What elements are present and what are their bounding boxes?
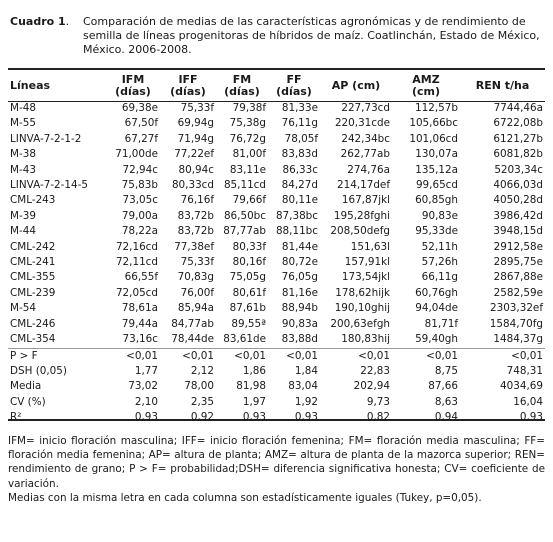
table-cell: 57,26h [421,256,458,269]
table-cell: 72,05cd [115,286,158,299]
table-cell: 85,11cd [223,179,266,192]
table-cell: 80,72e [281,256,318,269]
row-label: CML-354 [10,333,56,346]
table-cell: 0,93 [294,411,318,424]
table-cell: 5203,34c [494,163,543,176]
table-cell: 1484,37g [493,333,543,346]
table-cell: 195,28fghi [333,209,390,222]
table-row [8,147,545,162]
table-cell: 99,65cd [415,179,458,192]
table-cell: 87,77ab [223,225,266,238]
table-cell: 4066,03d [493,179,543,192]
table-row [8,101,545,116]
table-row [8,116,545,131]
table-cell: 94,04de [415,302,458,315]
table-cell: 77,38ef [174,240,214,253]
column-header: FF (días) [276,72,312,98]
row-label: M-38 [10,148,36,161]
table-cell: 178,62hijk [335,286,390,299]
row-label: CML-242 [10,240,56,253]
table-row [8,270,545,285]
table-cell: 83,11e [229,163,266,176]
table-cell: 60,76gh [415,286,458,299]
table-cell: 76,72g [229,132,266,145]
row-label: M-48 [10,102,36,114]
table-cell: 79,00a [121,209,158,222]
caption-label: Cuadro 1. [10,15,70,28]
table-row [8,178,545,193]
table-cell: 75,33f [180,256,214,269]
table-cell: 66,11g [421,271,458,284]
table-cell: 72,16cd [115,240,158,253]
table-cell: 202,94 [353,380,390,393]
table-cell: 79,38f [232,102,266,114]
table-cell: 66,55f [124,271,158,284]
table-cell: 75,33f [180,102,214,114]
table-cell: 8,75 [434,364,458,377]
table-cell: 0,93 [134,411,158,424]
table-cell: 1584,70fg [489,317,543,330]
table-cell: 4034,69 [500,380,543,393]
table-cell: 220,31cde [334,117,390,130]
column-header: Líneas [10,78,51,92]
table-cell: 0,93 [242,411,266,424]
table-cell: <0,01 [216,348,268,364]
row-label: CV (%) [10,395,46,408]
table-cell: 208,50defg [330,225,390,238]
table-cell: 0,82 [366,411,390,424]
table-cell: 52,11h [421,240,458,253]
table-cell: 2303,32ef [489,302,543,315]
table-cell: 80,94c [178,163,214,176]
table-row [8,301,545,316]
table-cell: 2582,59e [493,286,543,299]
table-cell: 1,84 [294,364,318,377]
table-cell: 2,12 [190,364,214,377]
table-cell: 6121,27b [493,132,543,145]
table-cell: 157,91kl [344,256,390,269]
table-cell: 135,12a [415,163,458,176]
table-cell: 22,83 [360,364,390,377]
row-label: M-54 [10,302,36,315]
table-row [8,224,545,239]
table-cell: 0,93 [519,411,543,424]
table-cell: 77,22ef [174,148,214,161]
table-cell: 130,07a [415,148,458,161]
table-cell: 262,77ab [340,148,390,161]
table-cell: 87,38bc [275,209,318,222]
table-cell: 81,33e [281,102,318,114]
table-cell: <0,01 [160,348,216,364]
table-cell: 1,77 [134,364,158,377]
column-header: FM (días) [224,72,260,98]
table-cell: 73,16c [122,333,158,346]
table-cell: 1,86 [242,364,266,377]
table-cell: 167,87jkl [341,194,390,207]
table-cell: 81,71f [424,317,458,330]
table-cell: 2867,88e [493,271,543,284]
table-cell: 85,94a [177,302,214,315]
column-header: IFM (días) [115,72,151,98]
row-label: CML-239 [10,286,56,299]
table-cell: 75,38g [229,117,266,130]
table-cell: 748,31 [506,364,543,377]
table-cell: <0,01 [392,348,460,364]
table-cell: 9,73 [366,395,390,408]
table-cell: 84,77ab [171,317,214,330]
table-cell: 78,44de [171,333,214,346]
row-label: LINVA-7-2-14-5 [10,179,88,192]
table-cell: 78,05f [284,132,318,145]
table-cell: 71,94g [177,132,214,145]
table-cell: 81,98 [236,380,266,393]
table-cell: 76,05g [281,271,318,284]
table-cell: 90,83a [281,317,318,330]
row-label: CML-355 [10,271,56,284]
row-label: LINVA-7-2-1-2 [10,132,82,145]
table-row [8,317,545,332]
table-cell: 72,94c [122,163,158,176]
table-cell: 60,85gh [415,194,458,207]
table-cell: <0,01 [460,348,545,364]
row-label: CML-243 [10,194,56,207]
table-row [8,132,545,147]
table-row [8,163,545,178]
table-cell: 86,33c [282,163,318,176]
table-cell: 190,10ghij [334,302,390,315]
table-cell: 200,63efgh [330,317,390,330]
table-cell: 73,05c [122,194,158,207]
table-row [8,286,545,301]
table-cell: 83,72b [177,225,214,238]
table-cell: <0,01 [106,348,160,364]
table-cell: 7744,46a [493,102,543,114]
table-cell: 83,88d [281,333,318,346]
table-cell: 80,61f [232,286,266,299]
row-label: M-44 [10,225,36,238]
table-cell: 2912,58e [493,240,543,253]
table-cell: 81,00f [232,148,266,161]
column-header: AMZ (cm) [411,72,441,98]
table-row [8,193,545,208]
stat-row [8,410,545,425]
row-label: Media [10,380,42,393]
table-cell: 80,33cd [171,179,214,192]
table-cell: 59,40gh [415,333,458,346]
caption-text: Comparación de medias de las características agronómicas y de rendimiento de semilla de líneas progenitoras de híbridos de maíz. Coatlinchán, Estado de México, México. 2006-2008. [83,15,540,56]
data-table [8,70,545,426]
table-cell: 69,94g [177,117,214,130]
table-cell: 151,63l [350,240,390,253]
abbreviations-note: IFM= inicio floración masculina; IFF= inicio floración femenina; FM= floración media masculina; FF= floración media femenina; AP= altura de planta; AMZ= altura de planta de la mazorca superior; REN= rendimiento de grano; P > F= probabilidad;DSH= diferencia significativa honesta; CV= coeficiente de variación. [8,435,545,490]
table-cell: 81,16e [281,286,318,299]
table-cell: 78,00 [184,380,214,393]
table-cell: 8,63 [434,395,458,408]
table-cell: 173,54jkl [341,271,390,284]
row-label: M-43 [10,163,36,176]
table-cell: 79,44a [121,317,158,330]
table-cell: 214,17def [336,179,390,192]
table-cell: 69,38e [121,102,158,114]
table-cell: <0,01 [268,348,320,364]
table-cell: 67,27f [124,132,158,145]
table-cell: <0,01 [320,348,392,364]
table-cell: 89,55ª [231,317,266,330]
table-cell: 83,72b [177,209,214,222]
stat-row [8,364,545,379]
table-cell: 73,02 [128,380,158,393]
table-cell: 274,76a [347,163,390,176]
table-cell: 3986,42d [493,209,543,222]
table-row [8,332,545,348]
table-cell: 79,66f [232,194,266,207]
table-cell: 88,11bc [275,225,318,238]
table-cell: 4050,28d [493,194,543,207]
table-cell: 16,04 [513,395,543,408]
table-cell: 76,00f [180,286,214,299]
row-label: M-39 [10,209,36,222]
table-cell: 2,10 [134,395,158,408]
table-cell: 101,06cd [409,132,458,145]
table-cell: 75,83b [121,179,158,192]
tukey-note: Medias con la misma letra en cada columna son estadísticamente iguales (Tukey, p=0,05). [8,491,482,504]
table-cell: 75,05g [229,271,266,284]
table-cell: 87,66 [428,380,458,393]
row-label: P > F [8,348,106,364]
table-row [8,240,545,255]
table-cell: 3948,15d [493,225,543,238]
table-cell: 67,50f [124,117,158,130]
table-cell: 88,94b [281,302,318,315]
table-cell: 76,16f [180,194,214,207]
table-cell: 105,66bc [409,117,458,130]
table-row [8,255,545,270]
stat-row [8,348,545,364]
column-header: IFF (días) [170,72,206,98]
table-cell: 78,22a [121,225,158,238]
table-cell: 78,61a [121,302,158,315]
table-cell: 227,73cd [341,102,390,114]
table-cell: 71,00de [115,148,158,161]
table-cell: 95,33de [415,225,458,238]
stat-row [8,395,545,410]
table-cell: 86,50bc [223,209,266,222]
row-label: R² [10,411,22,424]
table-cell: 76,11g [281,117,318,130]
row-label: CML-246 [10,317,56,330]
row-label: DSH (0,05) [10,364,67,377]
column-header: AP (cm) [331,78,381,92]
column-header: REN t/ha [475,78,530,92]
table-cell: 81,44e [281,240,318,253]
table-cell: 180,83hij [341,333,390,346]
table-cell: 80,11e [281,194,318,207]
header-row [8,70,545,101]
table-cell: 1,97 [242,395,266,408]
table-cell: 6081,82b [493,148,543,161]
table-cell: 112,57b [415,102,458,114]
table-cell: 83,61de [223,333,266,346]
table-cell: 90,83e [421,209,458,222]
table-cell: 242,34bc [341,132,390,145]
row-label: M-55 [10,117,36,130]
table-cell: 1,92 [294,395,318,408]
table-cell: 2,35 [190,395,214,408]
stat-row [8,379,545,394]
table-cell: 83,83d [281,148,318,161]
table-cell: 80,33f [232,240,266,253]
table-cell: 87,61b [229,302,266,315]
table-cell: 72,11cd [115,256,158,269]
table-cell: 84,27d [281,179,318,192]
table-cell: 70,83g [177,271,214,284]
table-cell: 83,04 [288,380,318,393]
table-cell: 0,94 [434,411,458,424]
table-footnotes [8,434,545,505]
table-cell: 80,16f [232,256,266,269]
table-cell: 2895,75e [493,256,543,269]
row-label: CML-241 [10,256,56,269]
table-cell: 0,92 [190,411,214,424]
table-row [8,209,545,224]
table-cell: 6722,08b [493,117,543,130]
